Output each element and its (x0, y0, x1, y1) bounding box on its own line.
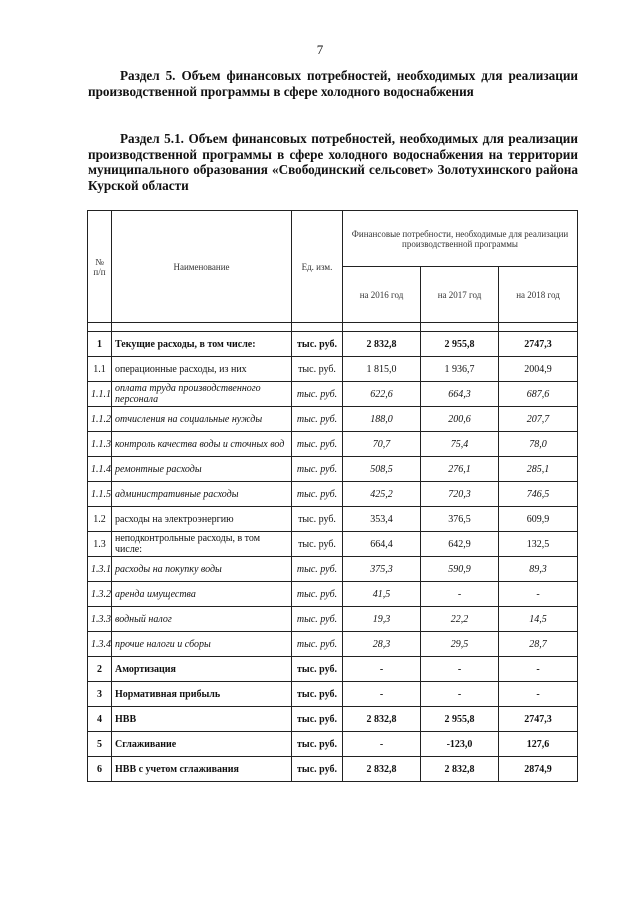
header-name: Наименование (112, 211, 292, 323)
table-row (88, 407, 578, 432)
row-value-2018: 2747,3 (499, 707, 578, 732)
row-number: 4 (88, 707, 112, 732)
row-number: 6 (88, 757, 112, 782)
table-row (88, 682, 578, 707)
row-number: 1.3.2 (88, 582, 112, 607)
section-5-1-heading (88, 131, 578, 193)
row-value-2017: -123,0 (421, 732, 499, 757)
row-value-2017: 276,1 (421, 457, 499, 482)
row-unit: тыс. руб. (292, 332, 343, 357)
row-value-2018: 132,5 (499, 532, 578, 557)
header-year-2018: на 2018 год (499, 267, 578, 323)
row-value-2016: 188,0 (343, 407, 421, 432)
row-unit: тыс. руб. (292, 632, 343, 657)
row-number: 1.2 (88, 507, 112, 532)
row-name: аренда имущества (112, 582, 292, 607)
row-value-2018: - (499, 682, 578, 707)
row-name: расходы на электроэнергию (112, 507, 292, 532)
row-value-2017: 590,9 (421, 557, 499, 582)
row-value-2016: 622,6 (343, 382, 421, 407)
row-value-2017: - (421, 682, 499, 707)
row-value-2018: 28,7 (499, 632, 578, 657)
row-name: административные расходы (112, 482, 292, 507)
table-row (88, 507, 578, 532)
row-unit: тыс. руб. (292, 432, 343, 457)
row-number: 1.1.1 (88, 382, 112, 407)
row-name: водный налог (112, 607, 292, 632)
row-value-2016: 353,4 (343, 507, 421, 532)
row-value-2016: 375,3 (343, 557, 421, 582)
financial-needs-table (87, 210, 578, 782)
row-number: 3 (88, 682, 112, 707)
row-value-2017: - (421, 657, 499, 682)
row-value-2016: 508,5 (343, 457, 421, 482)
row-number: 2 (88, 657, 112, 682)
row-value-2018: - (499, 657, 578, 682)
row-value-2016: 664,4 (343, 532, 421, 557)
row-unit: тыс. руб. (292, 557, 343, 582)
row-value-2016: 2 832,8 (343, 757, 421, 782)
row-name: оплата труда производственного персонала (112, 382, 292, 407)
section-5-label: Раздел 5. (120, 68, 176, 83)
row-value-2016: 70,7 (343, 432, 421, 457)
row-unit: тыс. руб. (292, 657, 343, 682)
row-unit: тыс. руб. (292, 582, 343, 607)
row-value-2017: 200,6 (421, 407, 499, 432)
row-value-2017: 2 832,8 (421, 757, 499, 782)
row-value-2018: 14,5 (499, 607, 578, 632)
header-number: № п/п (88, 211, 112, 323)
row-value-2016: 425,2 (343, 482, 421, 507)
table-row (88, 732, 578, 757)
row-number: 1.3.1 (88, 557, 112, 582)
row-number: 1.1.5 (88, 482, 112, 507)
row-value-2016: - (343, 682, 421, 707)
row-value-2018: 2004,9 (499, 357, 578, 382)
row-value-2017: 75,4 (421, 432, 499, 457)
section-5-1-text-rest: реализации производственной программы в сфере холодного водоснабжения на территории муниципального образования «Свободинский сельсовет» Золотухинского района Курской области (88, 131, 579, 193)
row-value-2018: 2747,3 (499, 332, 578, 357)
table-row (88, 332, 578, 357)
row-value-2018: 2874,9 (499, 757, 578, 782)
row-number: 1.1.4 (88, 457, 112, 482)
row-unit: тыс. руб. (292, 482, 343, 507)
section-5-heading (88, 68, 578, 99)
row-value-2017: 664,3 (421, 382, 499, 407)
table-row (88, 582, 578, 607)
table-row (88, 432, 578, 457)
row-value-2018: 78,0 (499, 432, 578, 457)
row-unit: тыс. руб. (292, 682, 343, 707)
table-row (88, 707, 578, 732)
row-name: НВВ с учетом сглаживания (112, 757, 292, 782)
row-value-2016: 2 832,8 (343, 332, 421, 357)
table-row (88, 632, 578, 657)
row-number: 5 (88, 732, 112, 757)
table-row (88, 457, 578, 482)
header-unit: Ед. изм. (292, 211, 343, 323)
row-value-2016: 19,3 (343, 607, 421, 632)
row-number: 1.3.4 (88, 632, 112, 657)
table-row (88, 557, 578, 582)
table-row (88, 357, 578, 382)
row-name: Текущие расходы, в том числе: (112, 332, 292, 357)
row-number: 1.1 (88, 357, 112, 382)
row-value-2016: 28,3 (343, 632, 421, 657)
table-row (88, 532, 578, 557)
header-financial-needs: Финансовые потребности, необходимые для реализации производственной программы (343, 211, 578, 267)
row-number: 1.3 (88, 532, 112, 557)
row-name: ремонтные расходы (112, 457, 292, 482)
row-name: прочие налоги и сборы (112, 632, 292, 657)
section-5-text-rest: реализации производственной программы в сфере холодного водоснабжения (88, 68, 579, 99)
row-name: отчисления на социальные нужды (112, 407, 292, 432)
row-value-2018: - (499, 582, 578, 607)
row-value-2017: 376,5 (421, 507, 499, 532)
row-value-2017: 29,5 (421, 632, 499, 657)
row-value-2017: 1 936,7 (421, 357, 499, 382)
row-value-2017: 2 955,8 (421, 332, 499, 357)
row-unit: тыс. руб. (292, 357, 343, 382)
row-value-2018: 609,9 (499, 507, 578, 532)
row-number: 1 (88, 332, 112, 357)
row-value-2016: 2 832,8 (343, 707, 421, 732)
section-5-1-label: Раздел 5.1. (120, 131, 184, 146)
header-year-2016: на 2016 год (343, 267, 421, 323)
spacer-row (88, 323, 578, 332)
row-unit: тыс. руб. (292, 707, 343, 732)
row-name: Амортизация (112, 657, 292, 682)
row-unit: тыс. руб. (292, 457, 343, 482)
row-unit: тыс. руб. (292, 382, 343, 407)
row-unit: тыс. руб. (292, 407, 343, 432)
header-year-2017: на 2017 год (421, 267, 499, 323)
page-number: 7 (316, 42, 324, 57)
row-name: неподконтрольные расходы, в том числе: (112, 532, 292, 557)
row-name: расходы на покупку воды (112, 557, 292, 582)
row-value-2017: 720,3 (421, 482, 499, 507)
row-unit: тыс. руб. (292, 532, 343, 557)
row-value-2018: 746,5 (499, 482, 578, 507)
row-value-2018: 89,3 (499, 557, 578, 582)
row-unit: тыс. руб. (292, 507, 343, 532)
table-row (88, 482, 578, 507)
section-5-1-text-line1: Объем финансовых потребностей, необходимых для (188, 131, 504, 146)
row-value-2016: 41,5 (343, 582, 421, 607)
row-value-2016: - (343, 657, 421, 682)
row-unit: тыс. руб. (292, 607, 343, 632)
row-number: 1.1.2 (88, 407, 112, 432)
table-row (88, 657, 578, 682)
section-5-text-line1: Объем финансовых потребностей, необходимых для (181, 68, 503, 83)
row-name: контроль качества воды и сточных вод (112, 432, 292, 457)
row-unit: тыс. руб. (292, 732, 343, 757)
row-value-2018: 687,6 (499, 382, 578, 407)
row-number: 1.1.3 (88, 432, 112, 457)
row-name: Сглаживание (112, 732, 292, 757)
row-value-2016: 1 815,0 (343, 357, 421, 382)
row-unit: тыс. руб. (292, 757, 343, 782)
row-value-2018: 207,7 (499, 407, 578, 432)
row-name: НВВ (112, 707, 292, 732)
row-value-2018: 127,6 (499, 732, 578, 757)
row-value-2017: 2 955,8 (421, 707, 499, 732)
row-value-2017: 22,2 (421, 607, 499, 632)
table-row (88, 757, 578, 782)
table-row (88, 382, 578, 407)
row-name: операционные расходы, из них (112, 357, 292, 382)
row-name: Нормативная прибыль (112, 682, 292, 707)
row-value-2016: - (343, 732, 421, 757)
row-value-2017: - (421, 582, 499, 607)
row-value-2017: 642,9 (421, 532, 499, 557)
table-row (88, 607, 578, 632)
row-value-2018: 285,1 (499, 457, 578, 482)
row-number: 1.3.3 (88, 607, 112, 632)
